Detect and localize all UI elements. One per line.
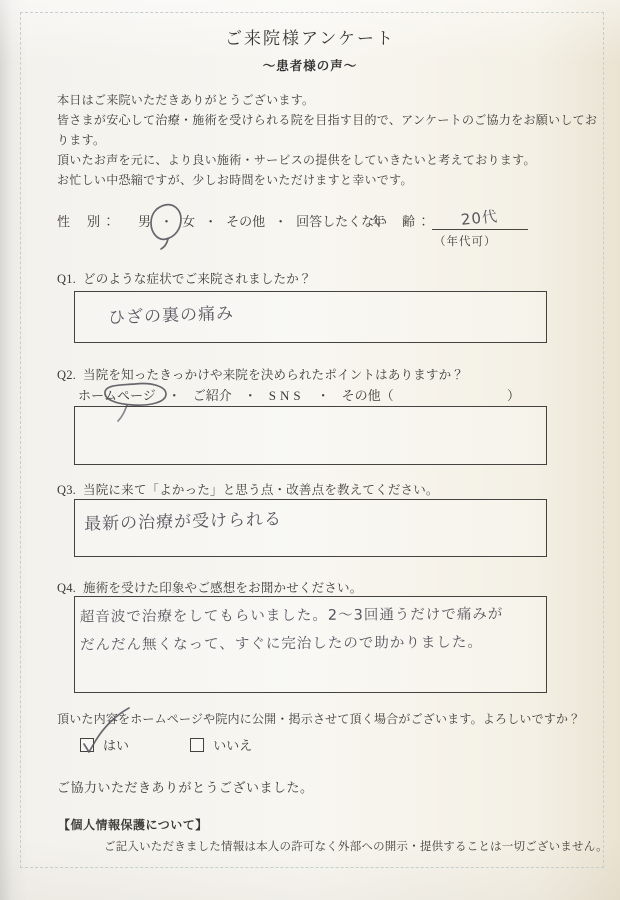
q4-answer-line: だんだん無くなって、すぐに完治したので助かりました。 [80, 634, 483, 654]
question-3-id: Q3. [57, 483, 77, 497]
age-handwritten-value: 20代 [460, 207, 500, 229]
gender-option-male: 男 [138, 214, 152, 229]
age-field [372, 209, 528, 249]
option-separator: ・ [160, 214, 174, 229]
consent-options [80, 735, 310, 754]
gender-field [57, 211, 392, 230]
question-1-id: Q1. [57, 272, 77, 286]
q2-option-other: その他（ [341, 388, 394, 403]
question-1 [57, 269, 312, 287]
question-4 [57, 578, 362, 596]
age-note: （年代可） [434, 236, 497, 248]
question-2-text: 当院を知ったきっかけや来院を決められたポイントはありますか？ [83, 368, 465, 382]
question-4-handwritten-answer [80, 601, 504, 660]
q4-answer-line: 超音波で治療をしてもらいました。2～3回通うだけで痛みが [79, 606, 504, 626]
option-separator: ・ [316, 388, 330, 403]
privacy-body: ご記入いただきました情報は本人の許可なく外部への開示・提供することは一切ございません。 [104, 841, 608, 853]
q2-option-sns: SNS [268, 388, 305, 403]
consent-no-label: いいえ [213, 738, 253, 753]
form-title: ご来院様アンケート [225, 29, 395, 48]
thanks-message: ご協力いただきありがとうございました。 [57, 780, 314, 795]
gender-option-other: その他 [226, 214, 266, 229]
intro-line: 頂いたお声を元に、より良い施術・サービスの提供をしていきたいと考えております。 [57, 153, 536, 167]
intro-line: ります。 [57, 133, 106, 147]
option-separator: ・ [167, 388, 181, 403]
age-label: 年 齢： [372, 214, 433, 229]
gender-option-no-answer: 回答したくない [296, 214, 388, 229]
consent-yes-label: はい [103, 738, 130, 753]
question-1-handwritten-answer: ひざの裏の痛み [107, 303, 235, 329]
checkbox-yes-checked [80, 738, 94, 752]
privacy-heading: 【個人情報保護について】 [58, 818, 208, 832]
intro-line: 皆さまが安心して治療・施術を受けられる院を目指す目的で、アンケートのご協力をお願いしてお [57, 113, 598, 127]
gender-option-female-circled: 女 [182, 214, 196, 229]
question-3 [57, 480, 439, 498]
question-2-options [78, 385, 520, 404]
consent-option-no [190, 738, 252, 753]
question-3-handwritten-answer: 最新の治療が受けられる [83, 509, 283, 535]
question-1-text: どのような症状でご来院されましたか？ [83, 272, 312, 286]
option-separator: ・ [204, 214, 218, 229]
consent-option-yes [80, 738, 129, 753]
intro-line: お忙しい中恐縮ですが、少しお時間をいただけますと幸いです。 [57, 173, 413, 187]
question-4-id: Q4. [57, 581, 77, 595]
question-2-id: Q2. [57, 368, 77, 382]
option-separator: ・ [243, 388, 257, 403]
gender-label: 性 別： [57, 214, 118, 229]
option-separator: ・ [274, 214, 288, 229]
consent-question: 頂いた内容をホームページや院内に公開・掲示させて頂く場合がございます。よろしいですか？ [57, 712, 581, 726]
question-3-text: 当院に来て「よかった」と思う点・改善点を教えてください。 [83, 483, 439, 497]
intro-line: 本日はご来院いただきありがとうございます。 [57, 93, 315, 107]
age-answer-line [432, 209, 528, 230]
question-2 [57, 365, 464, 383]
intro-paragraph [57, 90, 597, 190]
q2-option-referral: ご紹介 [192, 388, 232, 403]
question-2-answer-box [74, 406, 547, 465]
checkbox-no-unchecked [190, 738, 204, 752]
question-4-text: 施術を受けた印象やご感想をお聞かせください。 [83, 581, 363, 595]
form-subtitle: ～患者様の声～ [262, 59, 358, 73]
q2-option-close-paren: ） [506, 388, 520, 403]
q2-option-homepage-circled: ホームページ [78, 388, 156, 403]
